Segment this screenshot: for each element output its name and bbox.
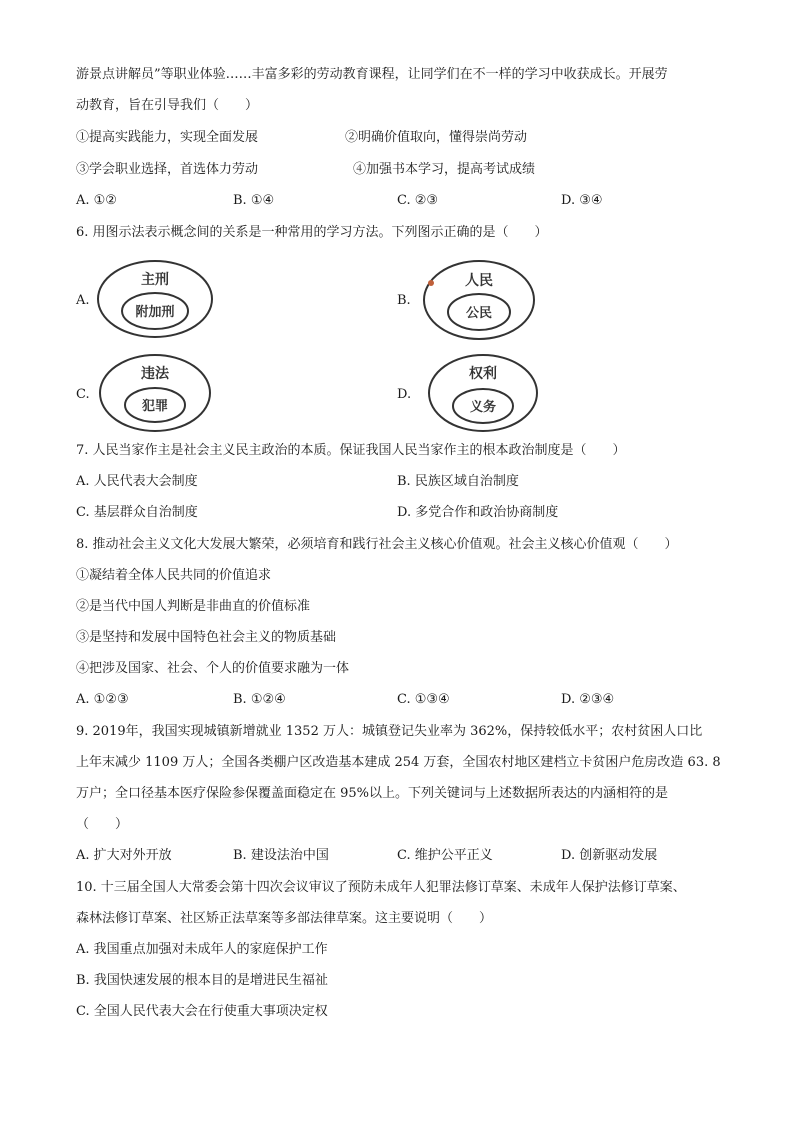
q9-option-d[interactable]: D. 创新驱动发展: [561, 848, 658, 863]
q6-c-outer-label: 违法: [141, 366, 169, 382]
q6-diagram-d[interactable]: [426, 352, 540, 434]
q5-option-c[interactable]: C. ②③: [397, 193, 439, 208]
q6-option-a-letter[interactable]: A.: [76, 293, 90, 308]
q10-option-a[interactable]: A. 我国重点加强对未成年人的家庭保护工作: [76, 942, 328, 957]
q5-statement-2: ②明确价值取向，懂得崇尚劳动: [345, 130, 528, 145]
q6-option-b-letter[interactable]: B.: [397, 293, 411, 308]
q10-stem-line1: 10. 十三届全国人大常委会第十四次会议审议了预防未成年人犯罪法修订草案、未成年人保护法修订草案、: [76, 880, 686, 895]
q9-option-a[interactable]: A. 扩大对外开放: [76, 848, 172, 863]
q9-stem-line4: （ ）: [76, 817, 129, 832]
q5-option-b[interactable]: B. ①④: [233, 193, 275, 208]
q7-option-d[interactable]: D. 多党合作和政治协商制度: [397, 505, 559, 520]
q10-option-b[interactable]: B. 我国快速发展的根本目的是增进民生福祉: [76, 973, 328, 988]
q6-diagram-a[interactable]: [95, 258, 215, 340]
q9-option-c[interactable]: C. 维护公平正义: [397, 848, 493, 863]
q8-stem: 8. 推动社会主义文化大发展大繁荣，必须培育和践行社会主义核心价值观。社会主义核心价值观（ ）: [76, 537, 678, 552]
q6-a-outer-label: 主刑: [141, 272, 169, 288]
q5-stem-line1: 游景点讲解员”等职业体验……丰富多彩的劳动教育课程，让同学们在不一样的学习中收获成长。开展劳: [76, 67, 668, 82]
q9-stem-line1: 9. 2019年，我国实现城镇新增就业 1352 万人：城镇登记失业率为 362%，保持较低水平；农村贫困人口比: [76, 724, 703, 739]
q6-diagram-b[interactable]: [421, 258, 537, 342]
q8-statement-3: ③是坚持和发展中国特色社会主义的物质基础: [76, 630, 337, 645]
q6-option-d-letter[interactable]: D.: [397, 387, 412, 402]
q5-statement-1: ①提高实践能力，实现全面发展: [76, 130, 259, 145]
q10-option-c[interactable]: C. 全国人民代表大会在行使重大事项决定权: [76, 1004, 328, 1019]
q5-option-d[interactable]: D. ③④: [561, 193, 603, 208]
q6-c-inner-label: 犯罪: [141, 399, 169, 414]
q6-a-inner-label: 附加刑: [135, 305, 175, 320]
q8-statement-2: ②是当代中国人判断是非曲直的价值标准: [76, 599, 311, 614]
q6-b-inner-label: 公民: [465, 306, 493, 321]
q5-option-a[interactable]: A. ①②: [76, 193, 117, 208]
q9-stem-line3: 万户；全口径基本医疗保险参保覆盖面稳定在 95%以上。下列关键词与上述数据所表达的内涵相符的是: [76, 786, 669, 801]
q8-option-c[interactable]: C. ①③④: [397, 692, 450, 707]
q10-stem-line2: 森林法修订草案、社区矫正法草案等多部法律草案。这主要说明（ ）: [76, 911, 493, 926]
q8-option-d[interactable]: D. ②③④: [561, 692, 615, 707]
q6-option-c-letter[interactable]: C.: [76, 387, 90, 402]
q8-option-a[interactable]: A. ①②③: [76, 692, 129, 707]
q9-option-b[interactable]: B. 建设法治中国: [233, 848, 329, 863]
q9-stem-line2: 上年末减少 1109 万人；全国各类棚户区改造基本建成 254 万套，全国农村地区建档立卡贫困户危房改造 63. 8: [76, 755, 721, 770]
q5-stem-line2: 动教育，旨在引导我们（ ）: [76, 98, 259, 113]
q7-option-c[interactable]: C. 基层群众自治制度: [76, 505, 198, 520]
q7-option-b[interactable]: B. 民族区域自治制度: [397, 474, 519, 489]
q6-stem: 6. 用图示法表示概念间的关系是一种常用的学习方法。下列图示正确的是（ ）: [76, 225, 548, 240]
q8-statement-4: ④把涉及国家、社会、个人的价值要求融为一体: [76, 661, 350, 676]
mark-dot-icon: [428, 280, 434, 286]
q8-statement-1: ①凝结着全体人民共同的价值追求: [76, 568, 272, 583]
q7-option-a[interactable]: A. 人民代表大会制度: [76, 474, 198, 489]
q7-stem: 7. 人民当家作主是社会主义民主政治的本质。保证我国人民当家作主的根本政治制度是（ ）: [76, 443, 626, 458]
q6-d-outer-label: 权利: [469, 366, 497, 382]
q6-diagram-c[interactable]: [97, 352, 213, 434]
q6-d-inner-label: 义务: [469, 400, 497, 415]
q5-statement-4: ④加强书本学习，提高考试成绩: [353, 162, 536, 177]
q6-b-outer-label: 人民: [465, 273, 493, 289]
q8-option-b[interactable]: B. ①②④: [233, 692, 286, 707]
q5-statement-3: ③学会职业选择，首选体力劳动: [76, 162, 259, 177]
